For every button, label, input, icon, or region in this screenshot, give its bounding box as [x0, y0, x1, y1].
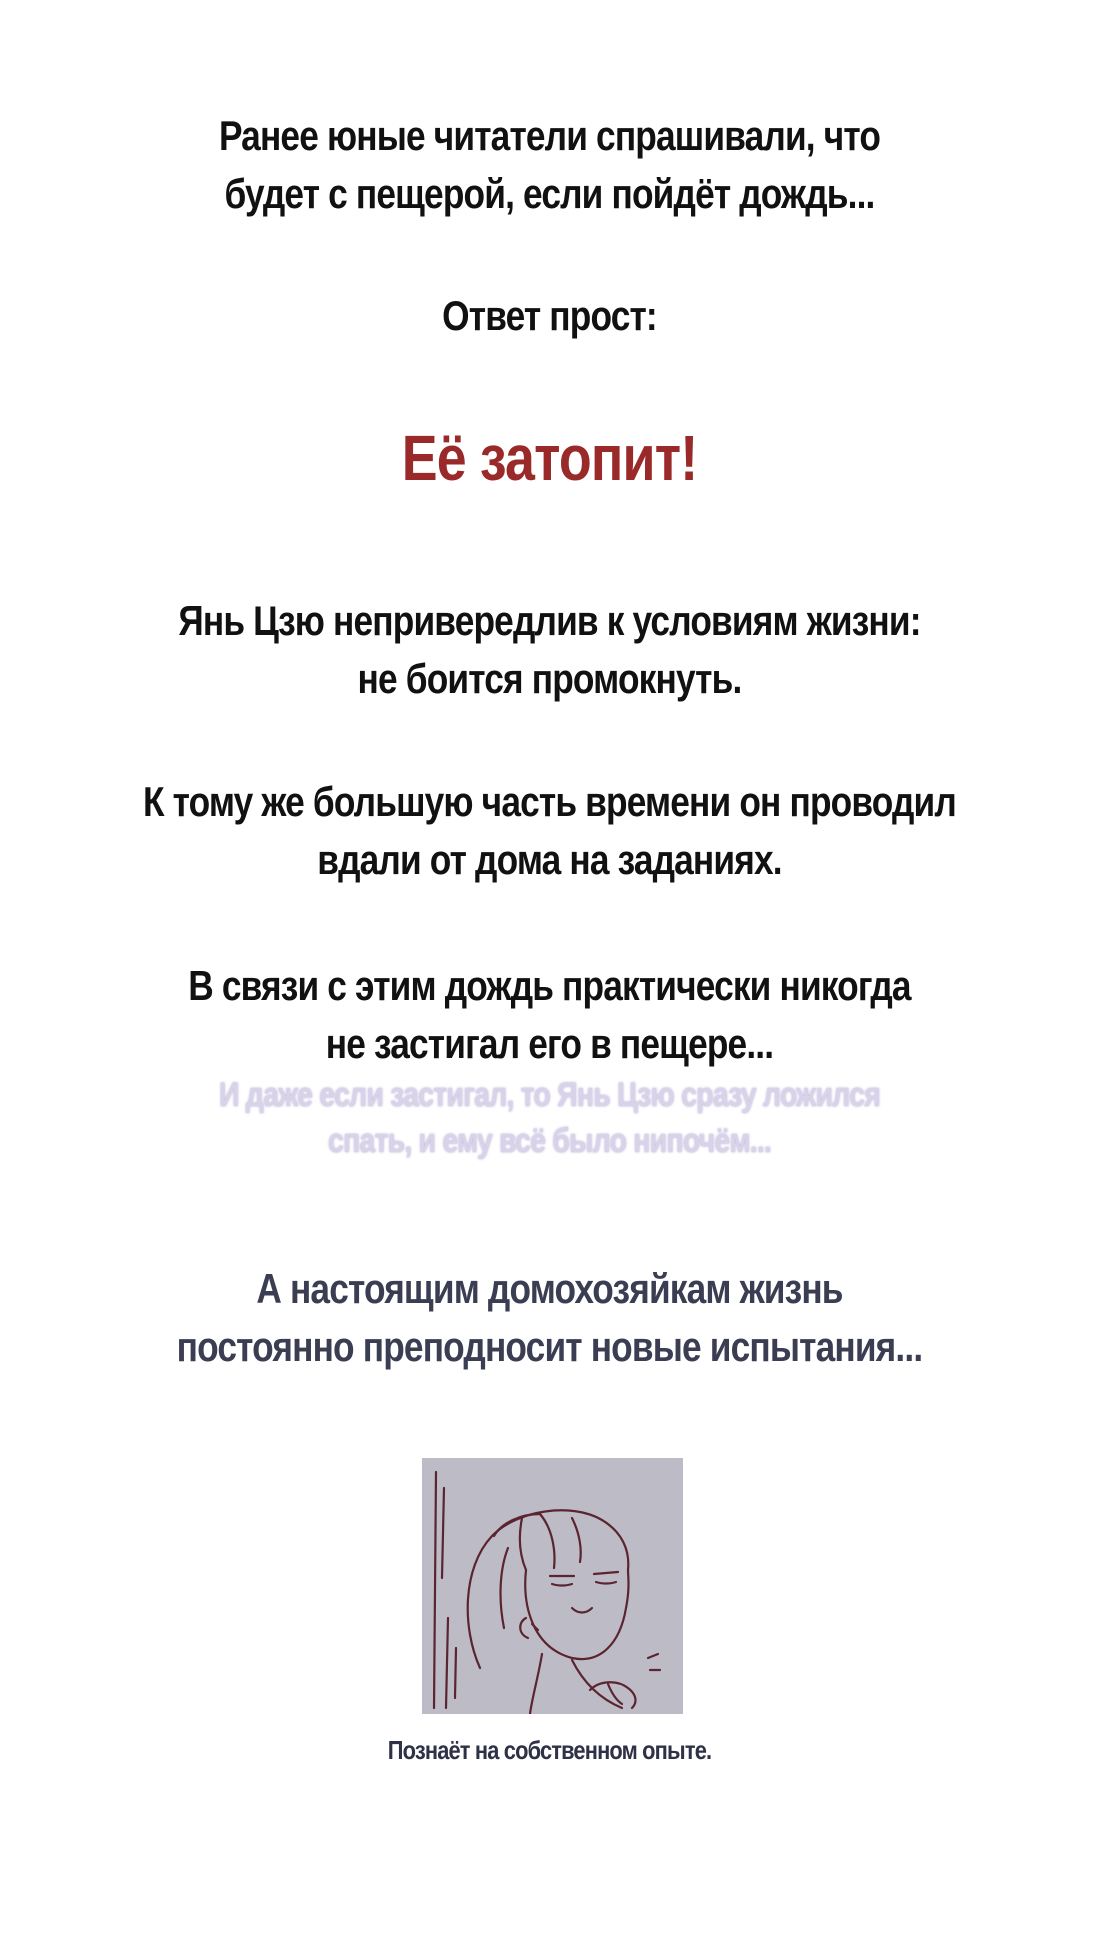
- answer-label-text: Ответ прост:: [442, 292, 657, 339]
- sulking-character-illustration: [422, 1458, 683, 1714]
- caption-text: Познаёт на собственном опыте.: [387, 1735, 712, 1765]
- caption: [88, 1733, 1011, 1767]
- paragraph-3-line-1: В связи с этим дождь практически никогда: [188, 962, 911, 1009]
- paragraph-4-line-1: А настоящим домохозяйкам жизнь: [256, 1265, 843, 1312]
- intro-text: [88, 107, 1011, 223]
- paragraph-3-line-2: не застигал его в пещере...: [325, 1020, 774, 1067]
- intro-line-1: Ранее юные читатели спрашивали, что: [218, 112, 881, 159]
- intro-line-2: будет с пещерой, если пойдёт дождь...: [224, 170, 875, 217]
- aside-note-line-1: И даже если застигал, то Янь Цзю сразу ложился: [219, 1076, 880, 1114]
- illustration-panel: [422, 1458, 683, 1714]
- paragraph-4-line-2: постоянно преподносит новые испытания...: [176, 1323, 923, 1370]
- paragraph-1-line-2: не боится промокнуть.: [357, 655, 742, 702]
- answer-label: [88, 287, 1011, 345]
- paragraph-2: [88, 773, 1011, 889]
- paragraph-1-line-1: Янь Цзю непривередлив к условиям жизни:: [178, 597, 921, 644]
- paragraph-3: [88, 957, 1011, 1073]
- answer-highlight: [88, 418, 1011, 498]
- answer-highlight-text: Её затопит!: [401, 422, 698, 494]
- paragraph-1: [88, 592, 1011, 708]
- paragraph-2-line-1: К тому же большую часть времени он проводил: [143, 778, 956, 825]
- aside-note: [88, 1072, 1011, 1164]
- paragraph-2-line-2: вдали от дома на заданиях.: [317, 836, 782, 883]
- aside-note-line-2: спать, и ему всё было нипочём...: [327, 1122, 772, 1160]
- paragraph-4: [88, 1260, 1011, 1376]
